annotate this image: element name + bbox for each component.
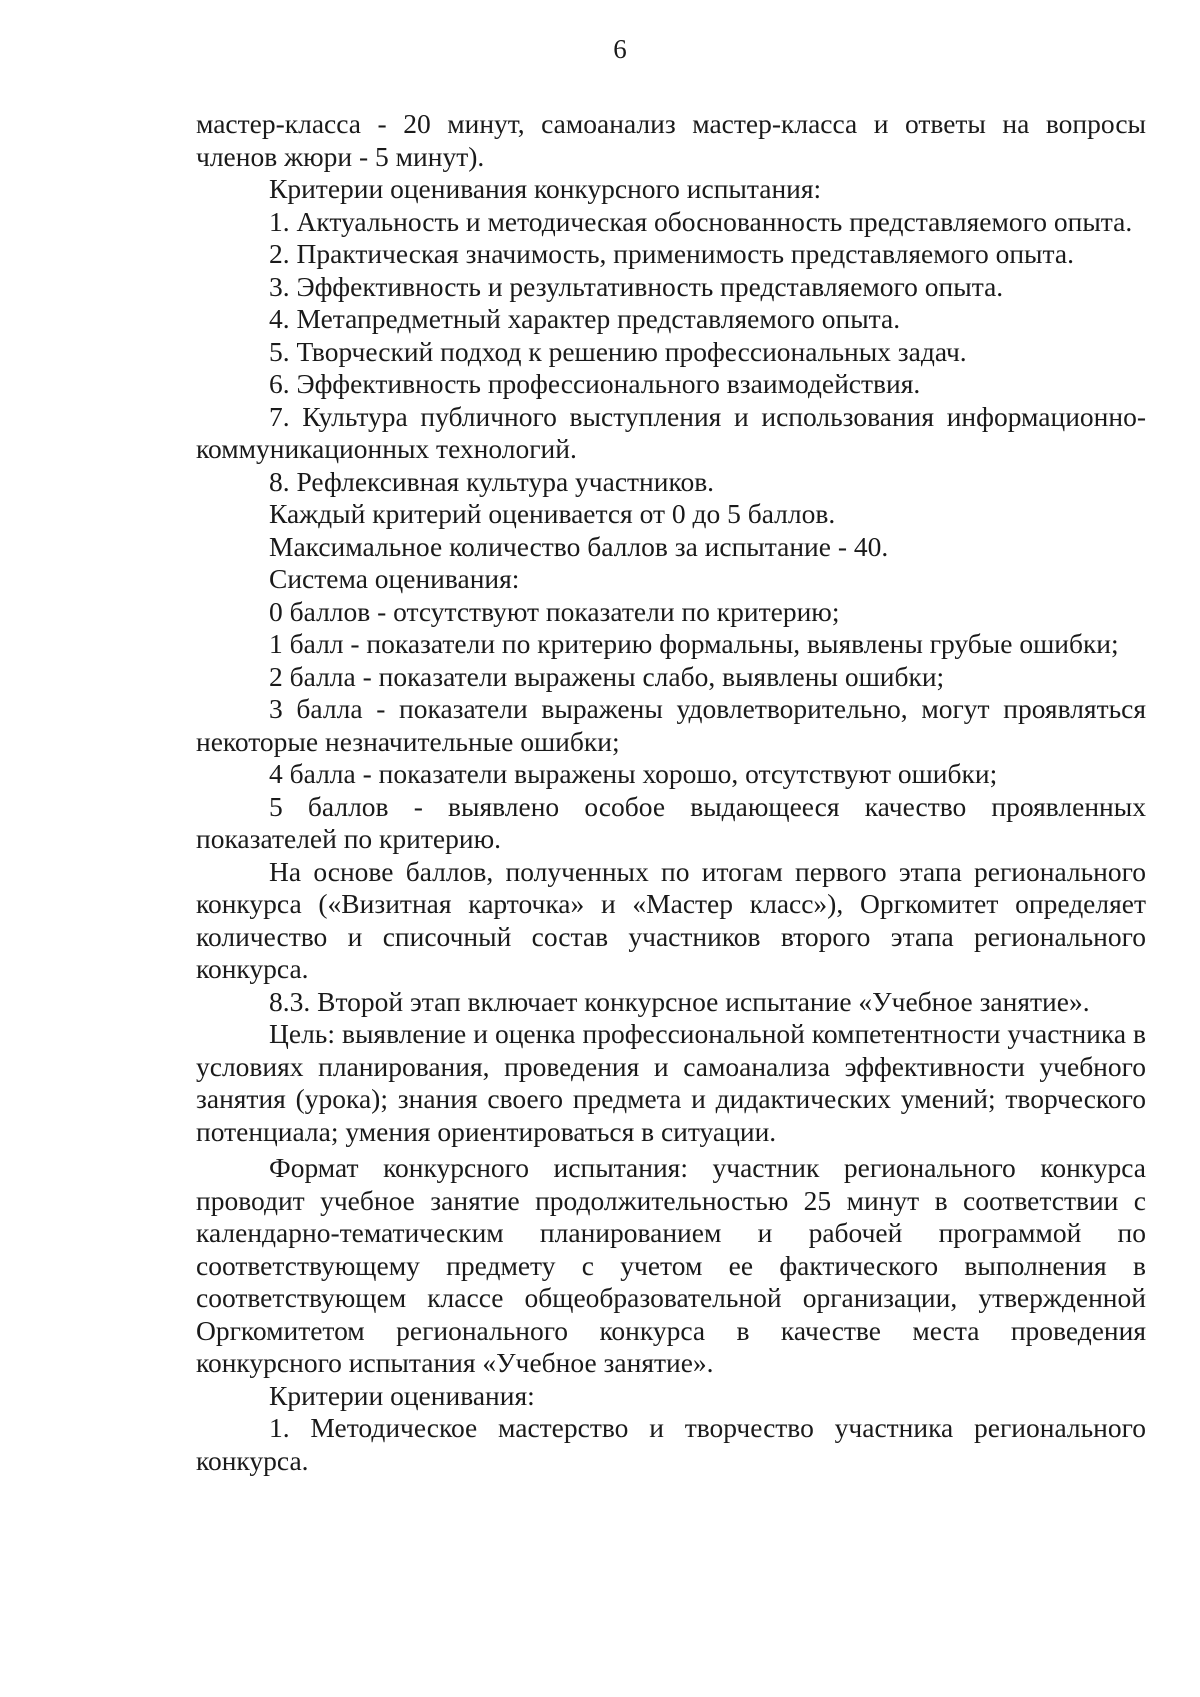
criteria-item: 4. Метапредметный характер представляемого опыта.: [269, 303, 901, 334]
paragraph: Критерии оценивания:: [269, 1379, 535, 1411]
paragraph: мастер-класса - 20 минут, самоанализ мастер-класса и ответы на вопросы членов жюри - 5 минут).: [196, 108, 1146, 172]
paragraph: Максимальное количество баллов за испытание - 40.: [269, 530, 889, 562]
paragraph: Критерии оценивания конкурсного испытания:: [269, 173, 822, 204]
document-body: [196, 108, 1146, 1477]
criteria-item: 7. Культура публичного выступления и использования информационно-коммуникационных технологий.: [196, 400, 1146, 464]
criteria-item: 5. Творческий подход к решению профессиональных задач.: [269, 335, 967, 367]
scoring-item: 1 балл - показатели по критерию формальны, выявлены грубые ошибки;: [269, 628, 1119, 659]
paragraph: Цель: выявление и оценка профессиональной компетентности участника в условиях планирования, проведения и самоанализа эффективности учебного занятия (урока); знания своего предмета и дидактических умений; творческого потенциала; умения ориентироваться в ситуации.: [196, 1018, 1146, 1147]
criteria-item: 1. Актуальность и методическая обоснованность представляемого опыта.: [269, 205, 1133, 237]
paragraph: Формат конкурсного испытания: участник регионального конкурса проводит учебное занятие продолжительностью 25 минут в соответствии с календарно-тематическим планированием и рабочей программой по соответствующему предмету с учетом ее фактического выполнения в соответствующем классе общеобразовательной организации, утвержденной Оргкомитетом регионального конкурса в качестве места проведения конкурсного испытания «Учебное занятие».: [196, 1152, 1146, 1378]
paragraph: На основе баллов, полученных по итогам первого этапа регионального конкурса («Визитная карточка» и «Мастер класс»), Оргкомитет определяет количество и списочный состав участников второго этапа регионального конкурса.: [196, 855, 1146, 984]
scoring-item: 2 балла - показатели выражены слабо, выявлены ошибки;: [269, 660, 945, 692]
criteria-item: 8. Рефлексивная культура участников.: [269, 465, 715, 497]
section-heading-paragraph: 8.3. Второй этап включает конкурсное испытание «Учебное занятие».: [269, 985, 1090, 1017]
paragraph: Система оценивания:: [269, 563, 520, 594]
criteria-item: 2. Практическая значимость, применимость представляемого опыта.: [269, 238, 1074, 269]
paragraph: Каждый критерий оценивается от 0 до 5 баллов.: [269, 498, 836, 529]
criteria-item: 3. Эффективность и результативность представляемого опыта.: [269, 270, 1004, 302]
scoring-item: 0 баллов - отсутствуют показатели по критерию;: [269, 595, 840, 627]
criteria-item: 1. Методическое мастерство и творчество участника регионального конкурса.: [196, 1412, 1146, 1476]
scoring-item: 5 баллов - выявлено особое выдающееся качество проявленных показателей по критерию.: [196, 790, 1146, 854]
scoring-item: 4 балла - показатели выражены хорошо, отсутствуют ошибки;: [269, 758, 998, 789]
criteria-item: 6. Эффективность профессионального взаимодействия.: [269, 368, 921, 399]
scoring-item: 3 балла - показатели выражены удовлетворительно, могут проявляться некоторые незначительные ошибки;: [196, 693, 1146, 757]
page-number: 6: [613, 34, 627, 64]
